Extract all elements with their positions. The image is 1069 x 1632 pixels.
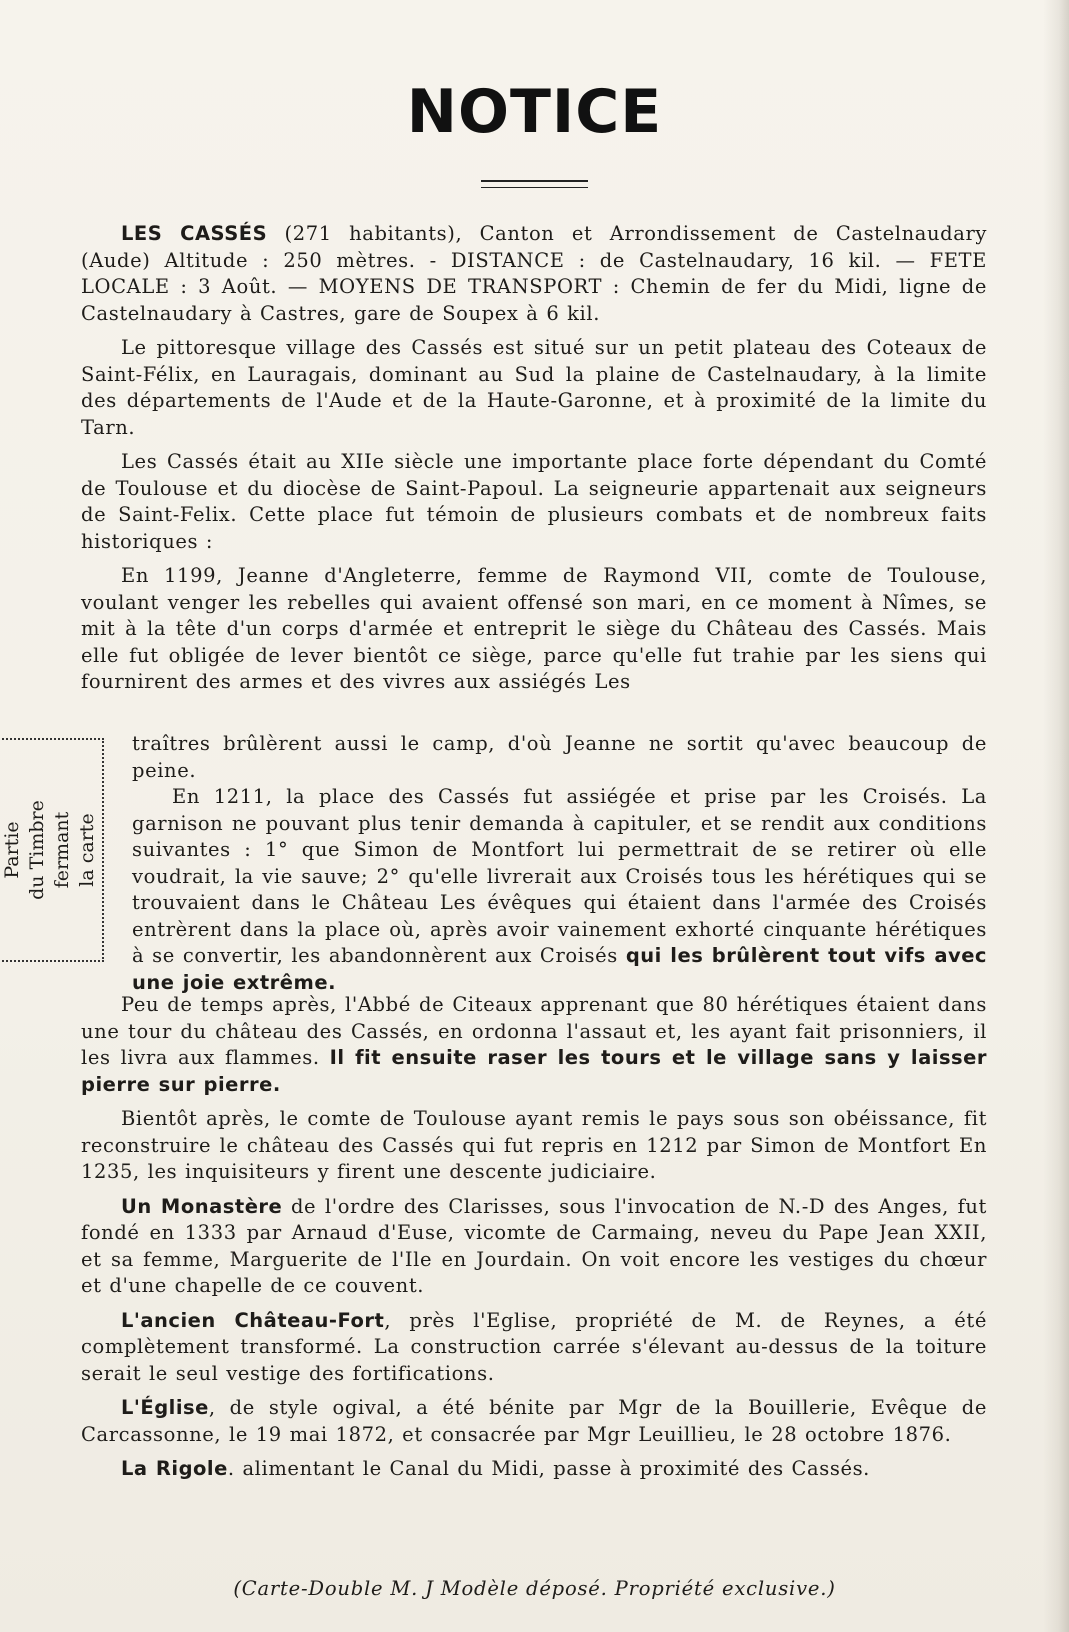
stamp-box — [0, 738, 104, 962]
heading-chateau-fort: L'ancien Château-Fort — [121, 1308, 385, 1332]
stamp-line-4: la carte — [76, 813, 98, 887]
paragraph-1199-continuation: traîtres brûlèrent aussi le camp, d'où Jeanne ne sortit qu'avec beaucoup de peine. — [132, 732, 987, 782]
stamp-line-2: du Timbre — [26, 800, 48, 900]
stamp-line-3: fermant — [51, 811, 73, 889]
heading-monastere: Un Monastère — [121, 1194, 283, 1218]
stamp-line-1: Partie — [1, 821, 23, 879]
paragraph-bientot: Bientôt après, le comte de Toulouse ayant remis le pays sous son obéissance, fit reconstruire le château des Cassés qui fut repris en 1212 par Simon de Montfort En 1235, les inquisiteurs y firent une descente judiciaire. — [81, 1107, 987, 1183]
paragraph-abbe-text: Peu de temps après, l'Abbé de Citeaux apprenant que 80 hérétiques étaient dans une tour du château des Cassés, en ordonna l'assaut et, les ayant fait prisonniers, il les livra aux flammes. — [81, 993, 987, 1069]
paragraph-1211-text: En 1211, la place des Cassés fut assiégée et prise par les Croisés. La garnison ne pouvant plus tenir demanda à capituler, et se rendit aux conditions suivantes : 1° que Simon de Montfort lui permettrait de se retirer où elle voudrait, la vie sauve; 2° qu'elle livrerait aux Croisés tous les hérétiques qui se trouvaient dans le Château Les évêques qui étaient dans l'armée des Croisés entrèrent dans la place où, après avoir vainement exhorté cinquante hérétiques à se convertir, les abandonnèrent aux Croisés — [132, 785, 987, 967]
paragraph-monastere-text: de l'ordre des Clarisses, sous l'invocation de N.-D des Anges, fut fondé en 1333 par Arnaud d'Euse, vicomte de Carmaing, neveu du Pape Jean XXII, et sa femme, Marguerite de l'Ile en Jourdain. On voit encore les vestiges du chœur et d'une chapelle de ce couvent. — [81, 1194, 987, 1297]
paragraph-eglise-text: , de style ogival, a été bénite par Mgr de la Bouillerie, Evêque de Carcassonne, le 19 mai 1872, et consacrée par Mgr Leuillieu, le 28 octobre 1876. — [81, 1396, 987, 1446]
paragraph-eglise — [81, 1395, 987, 1448]
paragraph-chateau-fort — [81, 1308, 987, 1388]
paragraph-les-casses — [81, 221, 987, 327]
paragraph-rigole-text: . alimentant le Canal du Midi, passe à proximité des Cassés. — [227, 1457, 870, 1480]
paragraph-monastere — [81, 1194, 987, 1300]
heading-rigole: La Rigole — [121, 1457, 228, 1480]
notice-body-indented — [132, 731, 987, 996]
paragraph-village: Le pittoresque village des Cassés est situé sur un petit plateau des Coteaux de Saint-Félix, en Lauragais, dominant au Sud la plaine de Castelnaudary, à la limite des départements de l'Aude et de la Haute-Garonne, et à proximité de la limite du Tarn. — [81, 336, 987, 439]
heading-eglise: L'Église — [121, 1396, 209, 1419]
paragraph-rigole — [81, 1456, 987, 1483]
stamp-box-label — [0, 740, 100, 960]
paragraph-les-casses-text: (271 habitants), Canton et Arrondissement de Castelnaudary (Aude) Altitude : 250 mètres. - DISTANCE : de Castelnaudary, 16 kil. — FETE LOCALE : 3 Août. — MOYENS DE TRANSPORT : Chemin de fer du Midi, ligne de Castelnaudary à Castres, gare de Soupex à 6 kil. — [81, 222, 987, 325]
paragraph-xiie-siecle: Les Cassés était au XIIe siècle une importante place forte dépendant du Comté de Toulouse et du diocèse de Saint-Papoul. La seigneurie appartenait aux seigneurs de Saint-Felix. Cette place fut témoin de plusieurs combats et de nombreux faits historiques : — [81, 450, 987, 553]
notice-title: NOTICE — [406, 77, 663, 147]
paper-edge-shadow — [1043, 0, 1069, 1632]
paragraph-1211 — [132, 784, 987, 996]
title-rule-top — [481, 180, 588, 182]
lead-les-casses: LES CASSÉS — [121, 222, 268, 245]
notice-body-bottom — [81, 992, 987, 1483]
paragraph-chateau-fort-text: , près l'Eglise, propriété de M. de Reynes, a été complètement transformé. La construction carrée s'élevant au-dessus de la toiture serait le seul vestige des fortifications. — [81, 1308, 987, 1385]
title-rule-bottom — [481, 187, 588, 188]
notice-body-top — [81, 221, 987, 696]
footer-copyright: (Carte-Double M. J Modèle déposé. Propriété exclusive.) — [233, 1577, 836, 1600]
paragraph-abbe-bold: Il fit ensuite raser les tours et le village sans y laisser pierre sur pierre. — [81, 1046, 987, 1096]
paragraph-abbe — [81, 992, 987, 1098]
paragraph-1211-bold: qui les brûlèrent tout vifs avec une joie extrême. — [132, 944, 987, 994]
paragraph-1199: En 1199, Jeanne d'Angleterre, femme de Raymond VII, comte de Toulouse, voulant venger les rebelles qui avaient offensé son mari, en ce moment à Nîmes, se mit à la tête d'un corps d'armée et entreprit le siège du Château des Cassés. Mais elle fut obligée de lever bientôt ce siège, parce qu'elle fut trahie par les siens qui fournirent des armes et des vivres aux assiégés Les — [81, 564, 987, 693]
